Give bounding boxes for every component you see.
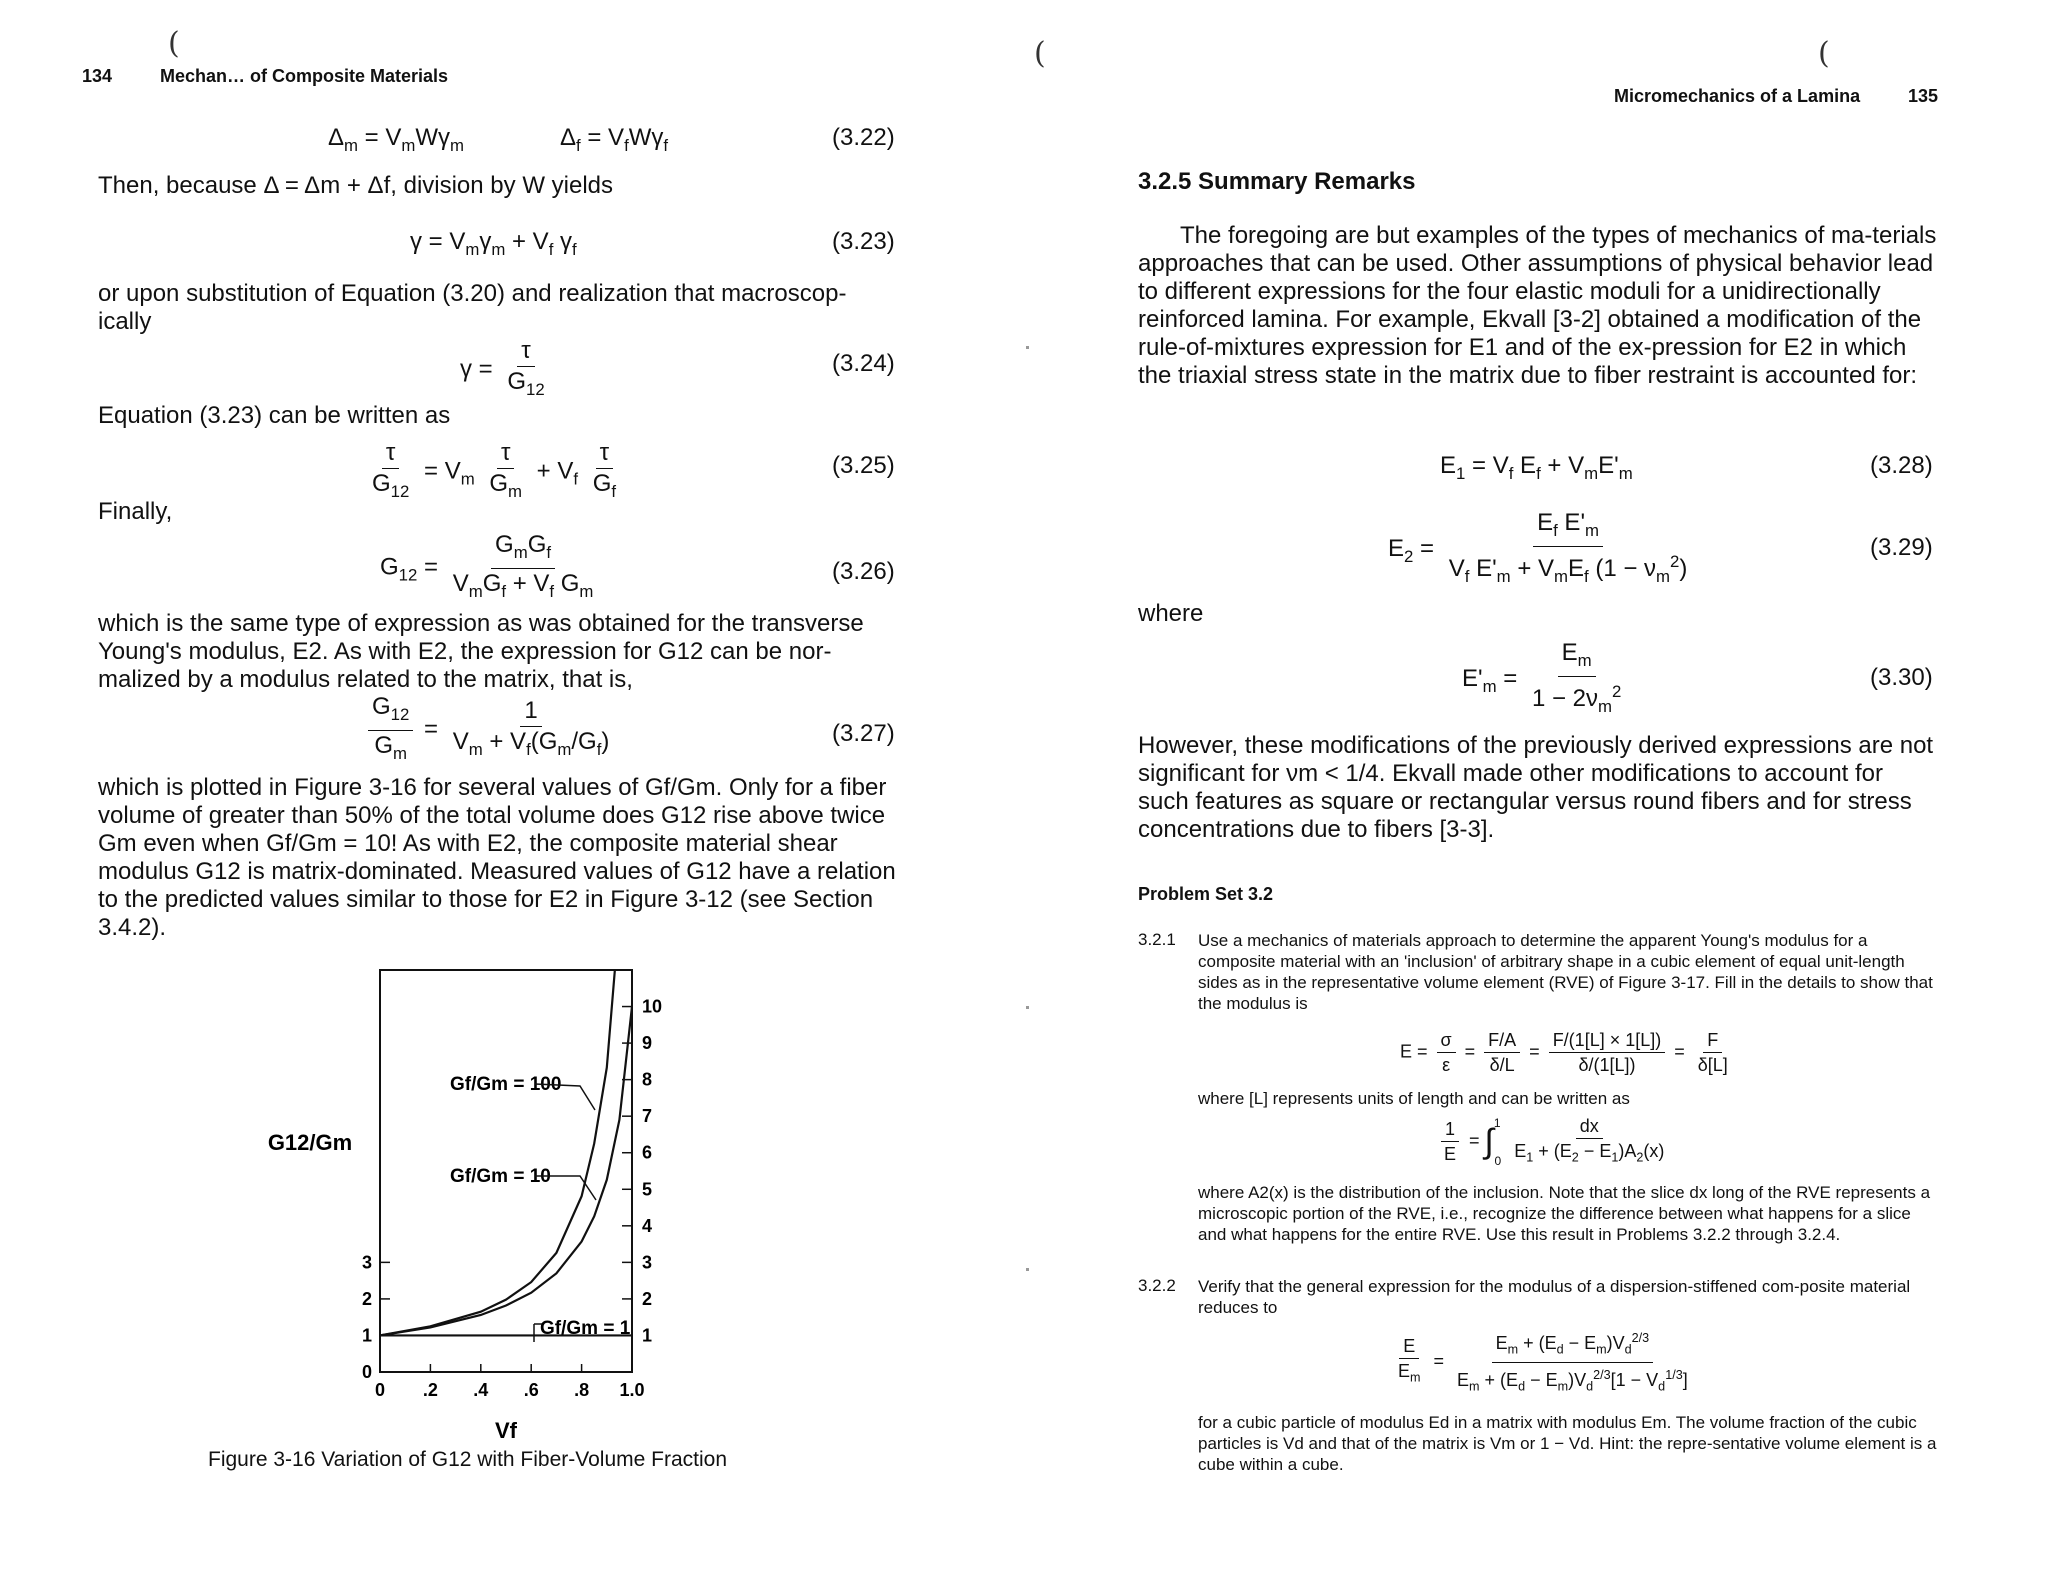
- y-tick-label-right: 7: [642, 1106, 653, 1127]
- equation-number: (3.25): [832, 452, 895, 479]
- equation-3-27: $\frac{G_{12}}{G_m}$ = $\frac{1}{V_m + V_f(G_m/G_f)}$: [364, 694, 617, 767]
- problem-3-2-1-text-a: Use a mechanics of materials approach to determine the apparent Young's modulus for a composite material with an 'inclusion' of arbitrary shape in a cubic element of equal unit-length sides as in the representative volume element (RVE) of Figure 3-17. Fill in the details to show that the modulus is: [1198, 931, 1933, 1013]
- y-tick-label-left: 1: [361, 1325, 372, 1346]
- problem-number: 3.2.2: [1138, 1276, 1176, 1295]
- y-tick-label-right: 2: [642, 1288, 653, 1309]
- equation-number: (3.28): [1870, 452, 1933, 479]
- paragraph-plotted: which is plotted in Figure 3-16 for several values of Gf/Gm. Only for a fiber volume of greater than 50% of the total volume does G12 rise above twice Gm even when Gf/Gm = 10! As with E2, the composite material shear modulus G12 is matrix-dominated. Measured values of G12 have a relation to the predicted values similar to those for E2 in Figure 3-12 (see Section 3.4.2).: [98, 774, 896, 941]
- equation-3-30: $E'_m$ = $\frac{E_m}{1 - 2\nu_m^2}$: [1462, 639, 1622, 716]
- y-tick-label-right: 8: [642, 1069, 653, 1090]
- y-tick-label-left: 2: [361, 1288, 372, 1309]
- x-tick-label: .2: [422, 1380, 438, 1400]
- equation-number: (3.26): [832, 558, 895, 585]
- x-tick-label: .4: [473, 1380, 489, 1400]
- running-title: Micromechanics of a Lamina: [1614, 86, 1861, 106]
- gutter-mark: [1026, 1268, 1029, 1271]
- y-tick-label-right: 10: [642, 996, 663, 1017]
- page-number: 135: [1908, 86, 1939, 106]
- equation-3-25: $\frac{\tau}{G_{12}}$ = $V_m$ $\frac{\tau}{G_m}$ + $V_f$ $\frac{\tau}{G_f}$: [372, 439, 617, 501]
- equation-number: (3.27): [832, 720, 895, 747]
- equation-3-28: $E_1 = V_f$ $E_f + V_mE'_m$: [1440, 452, 1633, 483]
- problem-number: 3.2.1: [1138, 930, 1176, 949]
- problem-3-2-1-equation-modulus: E = $\frac{\sigma}{\varepsilon}$ = $\frac{F/A}{\delta/L}$ = $\frac{F/(1[L] \times 1[L])}{\delta/(1[L])}$ = $\frac{F}{\delta[L]}$: [1400, 1030, 1728, 1075]
- equation-3-22b: $\Delta_f = V_fW\gamma_f$: [560, 124, 669, 155]
- y-tick-label-right: 3: [642, 1252, 653, 1273]
- page-number: 134: [82, 66, 113, 86]
- section-heading: 3.2.5 Summary Remarks: [1138, 168, 1416, 195]
- problem-3-2-2-text-b: for a cubic particle of modulus Ed in a matrix with modulus Em. The volume fraction of the cubic particles is Vd and that of the matrix is Vm or 1 − Vd. Hint: the repre-sentative volume element is a cube within a cube.: [1198, 1413, 1937, 1474]
- y-tick-label-left: 3: [361, 1252, 372, 1273]
- paragraph-finally: Finally,: [98, 498, 173, 525]
- gutter-mark: [1026, 1006, 1029, 1009]
- running-title: Mechan… of Composite Materials: [160, 66, 449, 86]
- problem-set-title: Problem Set 3.2: [1138, 884, 1274, 904]
- paragraph-or-upon: or upon substitution of Equation (3.20) and realization that macroscop-ically: [98, 280, 847, 335]
- series-label: Gf/Gm = 10: [450, 1166, 551, 1187]
- scan-artifact: (: [1818, 36, 1830, 71]
- y-tick-label-right: 5: [642, 1179, 653, 1200]
- paragraph-eq323: Equation (3.23) can be written as: [98, 402, 451, 429]
- series-label: Gf/Gm = 1: [540, 1318, 631, 1339]
- y-axis-label: G12/Gm: [267, 1130, 353, 1155]
- equation-3-23: $\gamma = V_m\gamma_m + V_f$ $\gamma_f$: [410, 228, 577, 259]
- x-tick-label: .6: [523, 1380, 539, 1400]
- problem-3-2-1-equation-integral: $\frac{1}{E}$ = ∫$^1$0 $\frac{dx}{E_1 + (E_2 - E_1)A_2(x)}$: [1436, 1116, 1672, 1168]
- equation-3-29: $E_2$ = $\frac{E_f E'_m}{V_f E'_m + V_mE_f (1 - \nu_m^2)}$: [1388, 509, 1688, 586]
- figure-3-16-chart: [267, 950, 720, 1443]
- scan-artifact: (: [1034, 36, 1046, 71]
- x-tick-label: 1.0: [619, 1380, 645, 1400]
- equation-number: (3.30): [1870, 664, 1933, 691]
- y-tick-label-right: 9: [642, 1033, 653, 1054]
- paragraph-same-type: which is the same type of expression as was obtained for the transverse Young's modulus, E2. As with E2, the expression for G12 can be nor-malized by a modulus related to the matrix, that is,: [98, 610, 864, 693]
- problem-3-2-1-text-b: where [L] represents units of length and can be written as: [1198, 1089, 1630, 1108]
- problem-3-2-1-text-c: where A2(x) is the distribution of the inclusion. Note that the slice dx long of the RVE represents a microscopic portion of the RVE, i.e., recognize the difference between what happens for a slice and what happens for the entire RVE. Use this result in Problems 3.2.2 through 3.2.4.: [1198, 1183, 1931, 1244]
- scan-artifact: (: [168, 26, 180, 61]
- paragraph-where: where: [1138, 600, 1204, 627]
- y-tick-label-right: 1: [642, 1325, 653, 1346]
- y-tick-label-right: 6: [642, 1142, 653, 1163]
- figure-caption: Figure 3-16 Variation of G12 with Fiber-Volume Fraction: [208, 1448, 728, 1471]
- equation-3-24: γ = $\frac{\tau}{G_{12}}$: [460, 337, 545, 399]
- equation-3-26: $G_{12}$ = $\frac{G_mG_f}{V_mG_f + V_f G_m}$: [380, 531, 594, 601]
- paragraph-foregoing: The foregoing are but examples of the types of mechanics of ma-terials approaches that can be used. Other assumptions of physical behavior lead to different expressions for the four elastic moduli for a unidirectionally reinforced lamina. For example, Ekvall [3-2] obtained a modification of the rule-of-mixtures expression for E1 and of the ex-pression for E2 in which the triaxial stress state in the matrix due to fiber restraint is accounted for:: [1138, 222, 1937, 389]
- series-label: Gf/Gm = 100: [450, 1074, 562, 1095]
- x-tick-label: .8: [574, 1380, 590, 1400]
- gutter-mark: [1026, 346, 1029, 349]
- paragraph-then: Then, because Δ = Δm + Δf, division by W yields: [98, 172, 613, 199]
- problem-3-2-2-text-a: Verify that the general expression for the modulus of a dispersion-stiffened com-posite material reduces to: [1198, 1277, 1911, 1317]
- equation-number: (3.22): [832, 124, 895, 151]
- x-tick-label: 0: [374, 1380, 386, 1400]
- equation-number: (3.24): [832, 350, 895, 377]
- y-tick-label-right: 4: [642, 1215, 653, 1236]
- paragraph-however: However, these modifications of the previously derived expressions are not significant for νm < 1/4. Ekvall made other modifications to account for such features as square or rectangular versus round fibers and for stress concentrations due to fibers [3-3].: [1138, 732, 1934, 843]
- problem-3-2-2-equation: $\frac{E}{E_m}$ = $\frac{E_m + (E_d - E_m)V_d^{2/3}}{E_m + (E_d - E_m)V_d^{2/3}[1 - V_d^{1/3}]}$: [1390, 1328, 1696, 1396]
- equation-number: (3.29): [1870, 534, 1933, 561]
- equation-number: (3.23): [832, 228, 895, 255]
- equation-3-22a: $\Delta_m = V_mW\gamma_m$: [328, 124, 464, 155]
- x-axis-label: Vf: [495, 1418, 517, 1443]
- y-tick-label-left: 0: [361, 1362, 372, 1382]
